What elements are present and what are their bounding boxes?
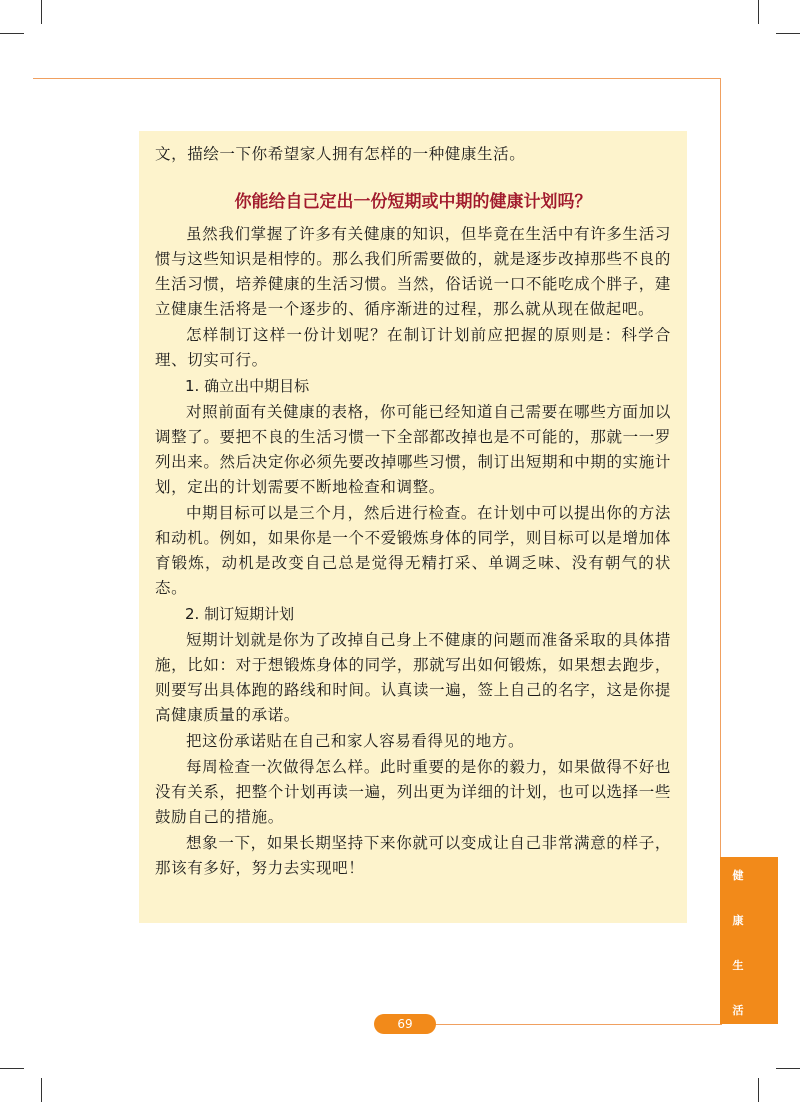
- subsection-title: 2. 制订短期计划: [185, 605, 295, 623]
- section-heading: 你能给自己定出一份短期或中期的健康计划吗？: [234, 192, 592, 212]
- bottom-rule: [432, 1024, 722, 1025]
- crop-mark: [41, 0, 42, 24]
- tab-char: 康: [732, 914, 744, 927]
- intro-paragraph: 怎样制订这样一份计划呢？在制订计划前应把握的原则是：科学合理、切实可行。: [155, 326, 671, 369]
- body-paragraph: 每周检查一次做得怎么样。此时重要的是你的毅力，如果做得不好也没有关系，把整个计划再读一遍，列出更为详细的计划，也可以选择一些鼓励自己的措施。: [155, 758, 671, 826]
- top-rule: [33, 78, 721, 79]
- tab-char: 生: [732, 959, 744, 972]
- right-rule: [720, 78, 721, 858]
- crop-mark: [41, 1078, 42, 1102]
- crop-mark: [0, 1068, 24, 1069]
- continuation-text: 文，描绘一下你希望家人拥有怎样的一种健康生活。: [155, 145, 526, 163]
- crop-mark: [0, 33, 24, 34]
- crop-mark: [776, 33, 800, 34]
- page-number: 69: [374, 1014, 436, 1034]
- intro-paragraph: 虽然我们掌握了许多有关健康的知识，但毕竟在生活中有许多生活习惯与这些知识是相悖的。那么我们所需要做的，就是逐步改掉那些不良的生活习惯，培养健康的生活习惯。当然，俗话说一口不能吃成个胖子，建立健康生活将是一个逐步的、循序渐进的过程，那么就从现在做起吧。: [155, 225, 671, 318]
- body-paragraph: 中期目标可以是三个月，然后进行检查。在计划中可以提出你的方法和动机。例如，如果你是一个不爱锻炼身体的同学，则目标可以是增加体育锻炼，动机是改变自己总是觉得无精打采、单调乏味、没有朝气的状态。: [155, 504, 671, 597]
- body-paragraph: 把这份承诺贴在自己和家人容易看得见的地方。: [186, 732, 525, 750]
- tab-char: 活: [732, 1004, 744, 1017]
- content-box: [139, 131, 687, 923]
- subsection-title: 1. 确立出中期目标: [185, 377, 310, 395]
- body-paragraph: 短期计划就是你为了改掉自己身上不健康的问题而准备采取的具体措施，比如：对于想锻炼身体的同学，那就写出如何锻炼，如果想去跑步，则要写出具体跑的路线和时间。认真读一遍，签上自己的名字，这是你提高健康质量的承诺。: [155, 631, 671, 724]
- body-paragraph: 想象一下，如果长期坚持下来你就可以变成让自己非常满意的样子，那该有多好，努力去实现吧！: [155, 834, 671, 877]
- side-chapter-tab: [720, 857, 778, 1024]
- tab-char: 健: [732, 869, 744, 882]
- crop-mark: [758, 1078, 759, 1102]
- body-paragraph: 对照前面有关健康的表格，你可能已经知道自己需要在哪些方面加以调整了。要把不良的生活习惯一下全部都改掉也是不可能的，那就一一罗列出来。然后决定你必须先要改掉哪些习惯，制订出短期和中期的实施计划，定出的计划需要不断地检查和调整。: [155, 403, 671, 496]
- crop-mark: [776, 1068, 800, 1069]
- crop-mark: [758, 0, 759, 24]
